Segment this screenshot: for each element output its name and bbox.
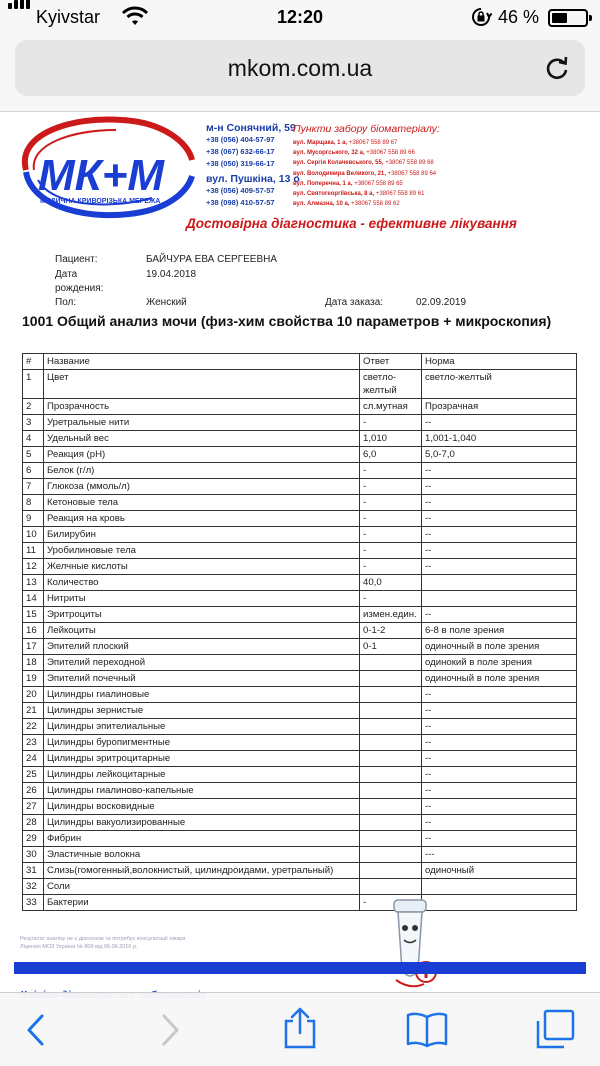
result-value bbox=[360, 863, 422, 879]
branch-2-phone: +38 (056) 409-57-57 bbox=[206, 186, 275, 195]
reference-norm: -- bbox=[422, 799, 577, 815]
table-row bbox=[23, 687, 577, 703]
parameter-name: Глюкоза (ммоль/л) bbox=[44, 479, 360, 495]
reference-norm: -- bbox=[422, 511, 577, 527]
table-row bbox=[23, 607, 577, 623]
collection-point bbox=[293, 179, 440, 189]
parameter-name: Цилиндры гиалиновые bbox=[44, 687, 360, 703]
parameter-name: Слизь(гомогенный,волокнистый, цилиндроидами, уретральный) bbox=[44, 863, 360, 879]
patient-label: Пациент: bbox=[55, 254, 98, 265]
result-value: 40,0 bbox=[360, 575, 422, 591]
reference-norm: 6-8 в поле зрения bbox=[422, 623, 577, 639]
dob-value: 19.04.2018 bbox=[146, 269, 197, 280]
collection-point bbox=[293, 199, 440, 209]
table-row bbox=[23, 671, 577, 687]
result-value bbox=[360, 815, 422, 831]
result-value: измен.един. bbox=[360, 607, 422, 623]
row-number: 33 bbox=[23, 895, 44, 911]
table-row bbox=[23, 783, 577, 799]
result-value: 0-1-2 bbox=[360, 623, 422, 639]
svg-text:МЕДИЧНА КРИВОРІЗЬКА МЕРЕЖА: МЕДИЧНА КРИВОРІЗЬКА МЕРЕЖА bbox=[40, 198, 161, 205]
collection-points-title: Пункти забору біоматеріалу: bbox=[293, 123, 440, 135]
table-row bbox=[23, 527, 577, 543]
table-row bbox=[23, 370, 577, 399]
table-row bbox=[23, 511, 577, 527]
result-value: - bbox=[360, 511, 422, 527]
reference-norm: 5,0-7,0 bbox=[422, 447, 577, 463]
reference-norm: -- bbox=[422, 703, 577, 719]
table-row bbox=[23, 703, 577, 719]
table-row bbox=[23, 719, 577, 735]
row-number: 31 bbox=[23, 863, 44, 879]
table-row bbox=[23, 623, 577, 639]
row-number: 12 bbox=[23, 559, 44, 575]
table-row bbox=[23, 415, 577, 431]
table-row bbox=[23, 863, 577, 879]
table-row bbox=[23, 431, 577, 447]
rotation-lock-icon bbox=[470, 6, 492, 28]
reference-norm: одинокий в поле зрения bbox=[422, 655, 577, 671]
row-number: 9 bbox=[23, 511, 44, 527]
reference-norm: одиночный в поле зрения bbox=[422, 671, 577, 687]
row-number: 8 bbox=[23, 495, 44, 511]
result-value: - bbox=[360, 559, 422, 575]
reference-norm bbox=[422, 575, 577, 591]
result-value: - bbox=[360, 495, 422, 511]
result-value: - bbox=[360, 895, 422, 911]
collection-point bbox=[293, 148, 440, 158]
test-title: 1001 Общий анализ мочи (физ-хим свойства 10 параметров + микроскопия) bbox=[22, 313, 552, 329]
result-value bbox=[360, 703, 422, 719]
parameter-name: Эластичные волокна bbox=[44, 847, 360, 863]
row-number: 18 bbox=[23, 655, 44, 671]
reference-norm: светло-желтый bbox=[422, 370, 577, 399]
reference-norm: -- bbox=[422, 767, 577, 783]
row-number: 11 bbox=[23, 543, 44, 559]
branch-1-name: м-н Сонячний, 59 bbox=[206, 122, 296, 134]
result-value bbox=[360, 831, 422, 847]
table-row bbox=[23, 655, 577, 671]
result-value: 1,010 bbox=[360, 431, 422, 447]
branch-1-contacts bbox=[206, 122, 296, 170]
result-value: - bbox=[360, 463, 422, 479]
result-value bbox=[360, 799, 422, 815]
row-number: 10 bbox=[23, 527, 44, 543]
row-number: 5 bbox=[23, 447, 44, 463]
row-number: 13 bbox=[23, 575, 44, 591]
back-icon[interactable] bbox=[24, 1013, 48, 1047]
collection-point-phone: +38067 558 89 64 bbox=[387, 170, 437, 177]
reference-norm: -- bbox=[422, 559, 577, 575]
row-number: 19 bbox=[23, 671, 44, 687]
parameter-name: Цилиндры буропигментные bbox=[44, 735, 360, 751]
row-number: 24 bbox=[23, 751, 44, 767]
reload-icon[interactable] bbox=[543, 54, 571, 82]
lab-report bbox=[0, 112, 600, 992]
status-bar bbox=[0, 0, 600, 36]
order-date-value: 02.09.2019 bbox=[416, 297, 467, 308]
collection-point-phone: +38067 558 89 62 bbox=[351, 201, 400, 208]
dob-label: Дата рождения: bbox=[55, 269, 104, 294]
column-header-norm: Норма bbox=[422, 354, 577, 370]
result-value bbox=[360, 783, 422, 799]
parameter-name: Цилиндры зернистые bbox=[44, 703, 360, 719]
row-number: 22 bbox=[23, 719, 44, 735]
parameter-name: Цвет bbox=[44, 370, 360, 399]
reference-norm: -- bbox=[422, 719, 577, 735]
parameter-name: Цилиндры гиалиново-капельные bbox=[44, 783, 360, 799]
table-row bbox=[23, 799, 577, 815]
branch-2-name: вул. Пушкіна, 13 о bbox=[206, 173, 300, 185]
battery-percent: 46 % bbox=[498, 7, 540, 27]
branch-1-phone: +38 (050) 319-66-17 bbox=[206, 159, 275, 168]
reference-norm: -- bbox=[422, 463, 577, 479]
table-row bbox=[23, 559, 577, 575]
parameter-name: Реакция (pH) bbox=[44, 447, 360, 463]
reference-norm: Прозрачная bbox=[422, 399, 577, 415]
mkm-logo bbox=[12, 114, 194, 226]
reference-norm: -- bbox=[422, 815, 577, 831]
parameter-name: Кетоновые тела bbox=[44, 495, 360, 511]
collection-point-address: вул. Мусоргського, 32 а, bbox=[293, 150, 365, 157]
table-row bbox=[23, 479, 577, 495]
browser-toolbar bbox=[0, 992, 600, 1066]
row-number: 25 bbox=[23, 767, 44, 783]
result-value: - bbox=[360, 415, 422, 431]
collection-point-phone: +38067 558 89 68 bbox=[385, 160, 434, 167]
row-number: 21 bbox=[23, 703, 44, 719]
result-value: 0-1 bbox=[360, 639, 422, 655]
result-value bbox=[360, 719, 422, 735]
results-table bbox=[22, 353, 577, 911]
collection-point-address: вул. Святогеоргіївська, 8 а, bbox=[293, 191, 375, 198]
result-value: - bbox=[360, 543, 422, 559]
reference-norm: -- bbox=[422, 735, 577, 751]
reference-norm: 1,001-1,040 bbox=[422, 431, 577, 447]
table-row bbox=[23, 767, 577, 783]
parameter-name: Желчные кислоты bbox=[44, 559, 360, 575]
table-row bbox=[23, 463, 577, 479]
parameter-name: Цилиндры эпителиальные bbox=[44, 719, 360, 735]
row-number: 14 bbox=[23, 591, 44, 607]
row-number: 23 bbox=[23, 735, 44, 751]
branch-1-phone: +38 (056) 404-57-97 bbox=[206, 135, 275, 144]
row-number: 28 bbox=[23, 815, 44, 831]
table-header-row bbox=[23, 354, 577, 370]
reference-norm: --- bbox=[422, 847, 577, 863]
row-number: 26 bbox=[23, 783, 44, 799]
row-number: 7 bbox=[23, 479, 44, 495]
svg-text:МК+М: МК+М bbox=[38, 151, 165, 200]
row-number: 32 bbox=[23, 879, 44, 895]
parameter-name: Бактерии bbox=[44, 895, 360, 911]
bookmarks-icon[interactable] bbox=[405, 1011, 449, 1047]
parameter-name: Эпителий переходной bbox=[44, 655, 360, 671]
collection-point-address: вул. Поперечна, 1 а, bbox=[293, 180, 353, 187]
parameter-name: Удельный вес bbox=[44, 431, 360, 447]
reference-norm: -- bbox=[422, 415, 577, 431]
row-number: 6 bbox=[23, 463, 44, 479]
row-number: 3 bbox=[23, 415, 44, 431]
row-number: 15 bbox=[23, 607, 44, 623]
collection-point-address: вул. Алмазна, 10 а, bbox=[293, 201, 350, 208]
column-header-answer: Ответ bbox=[360, 354, 422, 370]
parameter-name: Билирубин bbox=[44, 527, 360, 543]
footer-band bbox=[14, 962, 586, 974]
parameter-name: Нитриты bbox=[44, 591, 360, 607]
result-value: сл.мутная bbox=[360, 399, 422, 415]
sex-label: Пол: bbox=[55, 297, 77, 308]
table-row bbox=[23, 831, 577, 847]
parameter-name: Лейкоциты bbox=[44, 623, 360, 639]
row-number: 2 bbox=[23, 399, 44, 415]
share-icon[interactable] bbox=[282, 1007, 318, 1049]
branch-2-contacts bbox=[206, 173, 300, 209]
row-number: 16 bbox=[23, 623, 44, 639]
reference-norm: одиночный bbox=[422, 863, 577, 879]
address-bar[interactable] bbox=[15, 40, 585, 96]
reference-norm: -- bbox=[422, 527, 577, 543]
parameter-name: Эритроциты bbox=[44, 607, 360, 623]
table-row bbox=[23, 847, 577, 863]
reference-norm: -- bbox=[422, 783, 577, 799]
collection-point-address: вул. Сергія Колачевського, 55, bbox=[293, 160, 384, 167]
row-number: 20 bbox=[23, 687, 44, 703]
carrier-name: Kyivstar bbox=[36, 7, 101, 27]
result-value bbox=[360, 655, 422, 671]
table-row bbox=[23, 879, 577, 895]
result-value: - bbox=[360, 591, 422, 607]
result-value: 6,0 bbox=[360, 447, 422, 463]
collection-points bbox=[293, 122, 440, 209]
clock: 12:20 bbox=[276, 7, 324, 27]
column-header-number: # bbox=[23, 354, 44, 370]
table-row bbox=[23, 639, 577, 655]
table-row bbox=[23, 543, 577, 559]
table-row bbox=[23, 735, 577, 751]
parameter-name: Уретральные нити bbox=[44, 415, 360, 431]
collection-point-phone: +38067 558 89 61 bbox=[375, 191, 425, 198]
collection-point-address: вул. Марщака, 1 а, bbox=[293, 140, 348, 146]
reference-norm: -- bbox=[422, 687, 577, 703]
branch-1-phone: +38 (067) 632-66-17 bbox=[206, 147, 275, 156]
collection-point bbox=[293, 138, 440, 148]
table-row bbox=[23, 447, 577, 463]
collection-point bbox=[293, 189, 440, 199]
result-value bbox=[360, 767, 422, 783]
parameter-name: Цилиндры восковидные bbox=[44, 799, 360, 815]
parameter-name: Цилиндры эритроцитарные bbox=[44, 751, 360, 767]
parameter-name: Эпителий почечный bbox=[44, 671, 360, 687]
table-row bbox=[23, 575, 577, 591]
license-note: Результат аналізу не є діагнозом та потребує консультації лікаря Ліцензія МОЗ України № 809 від 06.06.2016 р. bbox=[20, 936, 186, 950]
parameter-name: Эпителий плоский bbox=[44, 639, 360, 655]
row-number: 27 bbox=[23, 799, 44, 815]
result-value bbox=[360, 751, 422, 767]
collection-point-phone: +38067 558 89 67 bbox=[348, 140, 398, 146]
reference-norm: -- bbox=[422, 479, 577, 495]
patient-name: БАЙЧУРА ЕВА СЕРГЕЕВНА bbox=[146, 254, 278, 265]
order-date-label: Дата заказа: bbox=[325, 297, 384, 308]
parameter-name: Цилиндры вакуолизированные bbox=[44, 815, 360, 831]
table-row bbox=[23, 815, 577, 831]
result-value bbox=[360, 671, 422, 687]
table-row bbox=[23, 495, 577, 511]
parameter-name: Белок (г/л) bbox=[44, 463, 360, 479]
collection-point bbox=[293, 158, 440, 168]
table-row bbox=[23, 399, 577, 415]
parameter-name: Соли bbox=[44, 879, 360, 895]
battery-icon bbox=[548, 9, 588, 27]
reference-norm: -- bbox=[422, 751, 577, 767]
reference-norm: -- bbox=[422, 607, 577, 623]
parameter-name: Уробилиновые тела bbox=[44, 543, 360, 559]
branch-2-phone: +38 (098) 410-57-57 bbox=[206, 198, 275, 207]
parameter-name: Реакция на кровь bbox=[44, 511, 360, 527]
slogan: Достовірна діагностика - ефективне лікування bbox=[186, 216, 517, 231]
reference-norm bbox=[422, 591, 577, 607]
table-row bbox=[23, 895, 577, 911]
parameter-name: Цилиндры лейкоцитарные bbox=[44, 767, 360, 783]
collection-point bbox=[293, 169, 440, 179]
url-text[interactable]: mkom.com.ua bbox=[227, 55, 373, 81]
forward-icon[interactable] bbox=[158, 1013, 182, 1047]
result-value: - bbox=[360, 527, 422, 543]
result-value bbox=[360, 687, 422, 703]
reference-norm: -- bbox=[422, 543, 577, 559]
column-header-name: Название bbox=[44, 354, 360, 370]
row-number: 4 bbox=[23, 431, 44, 447]
reference-norm: -- bbox=[422, 831, 577, 847]
row-number: 29 bbox=[23, 831, 44, 847]
reference-norm: -- bbox=[422, 495, 577, 511]
collection-point-phone: +38067 558 89 65 bbox=[354, 180, 403, 187]
browser-chrome bbox=[0, 0, 600, 112]
result-value bbox=[360, 735, 422, 751]
table-row bbox=[23, 751, 577, 767]
reference-norm: одиночный в поле зрения bbox=[422, 639, 577, 655]
test-tube-mascot bbox=[386, 892, 466, 992]
result-value: - bbox=[360, 479, 422, 495]
row-number: 17 bbox=[23, 639, 44, 655]
parameter-name: Фибрин bbox=[44, 831, 360, 847]
row-number: 30 bbox=[23, 847, 44, 863]
row-number: 1 bbox=[23, 370, 44, 399]
collection-point-address: вул. Володимира Великого, 21, bbox=[293, 170, 386, 177]
sex-value: Женский bbox=[146, 297, 187, 308]
parameter-name: Количество bbox=[44, 575, 360, 591]
tabs-icon[interactable] bbox=[534, 1009, 576, 1051]
collection-point-phone: +38067 558 89 66 bbox=[366, 150, 415, 157]
result-value: светло-желтый bbox=[360, 370, 422, 399]
table-row bbox=[23, 591, 577, 607]
parameter-name: Прозрачность bbox=[44, 399, 360, 415]
result-value bbox=[360, 847, 422, 863]
